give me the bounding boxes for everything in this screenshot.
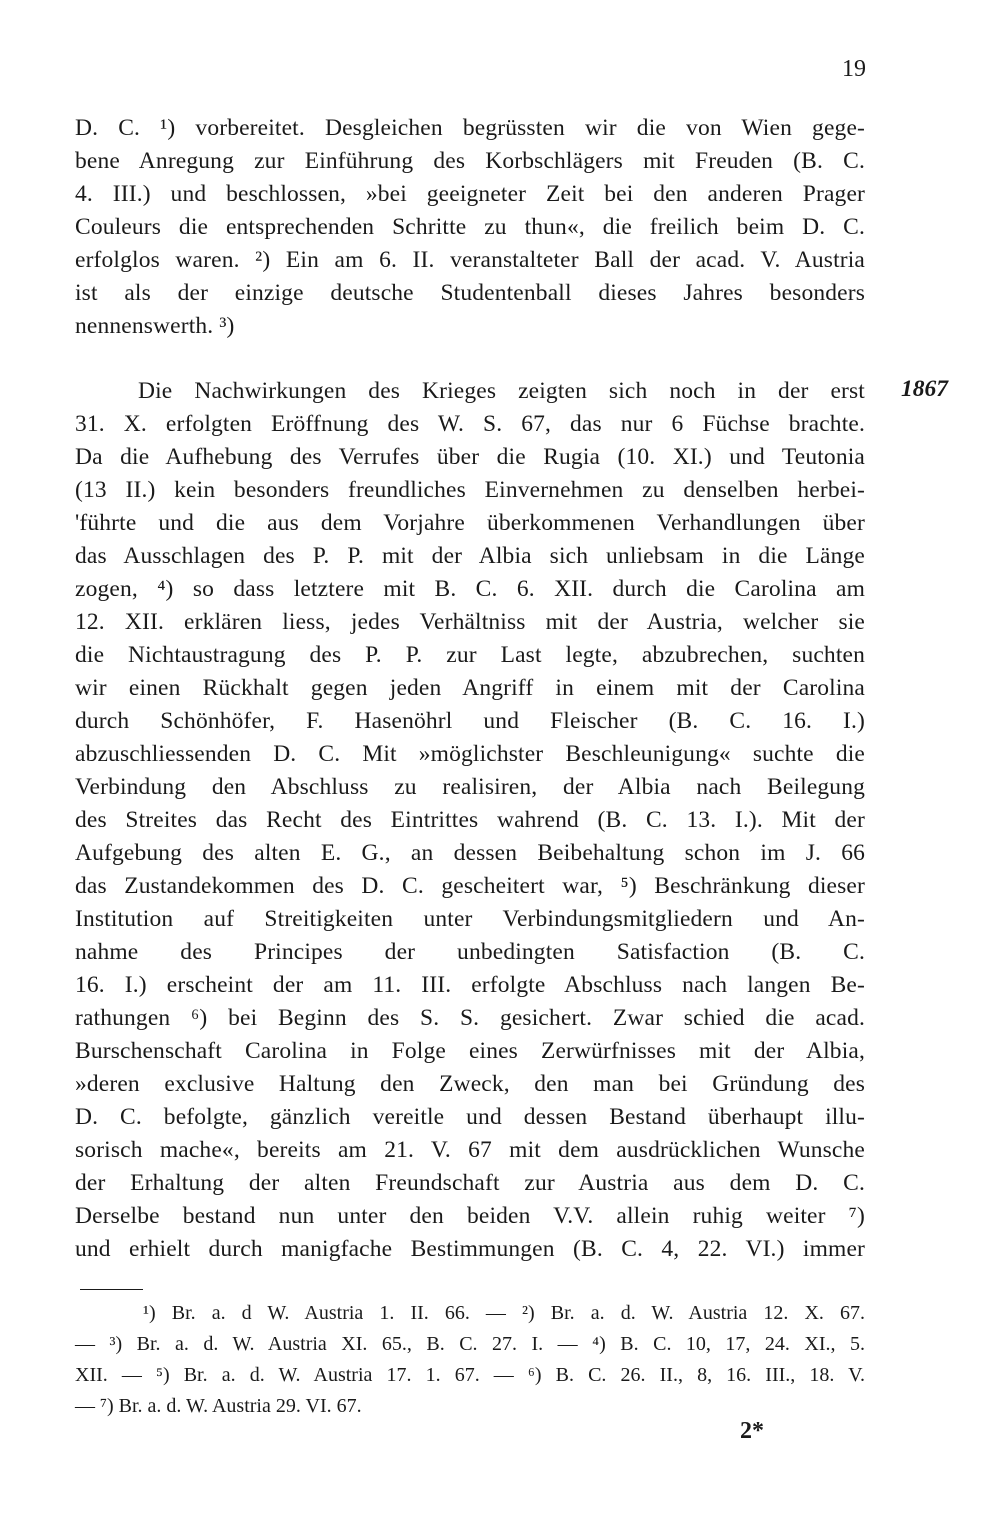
body-paragraph-2: [75, 375, 865, 1266]
body-paragraph-1: [75, 112, 865, 343]
text-line: zogen, ⁴) so dass letztere mit B. C. 6. XII. durch die Carolina am: [75, 576, 865, 602]
text-line: sorisch mache«, bereits am 21. V. 67 mit dem ausdrücklichen Wunsche: [75, 1137, 865, 1163]
text-line: Couleurs die entsprechenden Schritte zu thun«, die freilich beim D. C.: [75, 214, 865, 240]
text-line: nahme des Principes der unbedingten Satisfaction (B. C.: [75, 939, 865, 965]
text-line: erfolglos waren. ²) Ein am 6. II. veranstalteter Ball der acad. V. Austria: [75, 247, 865, 273]
text-line: Verbindung den Abschluss zu realisiren, der Albia nach Beilegung: [75, 774, 865, 800]
text-line: abzuschliessenden D. C. Mit »möglichster Beschleunigung« suchte die: [75, 741, 865, 767]
text-line: der Erhaltung der alten Freundschaft zur Austria aus dem D. C.: [75, 1170, 865, 1196]
text-line: durch Schönhöfer, F. Hasenöhrl und Fleischer (B. C. 16. I.): [75, 708, 865, 734]
page-number: 19: [842, 56, 866, 82]
text-line: Aufgebung des alten E. G., an dessen Beibehaltung schon im J. 66: [75, 840, 865, 866]
text-line: 4. III.) und beschlossen, »bei geeigneter Zeit bei den anderen Prager: [75, 181, 865, 207]
text-line: ist als der einzige deutsche Studentenball dieses Jahres besonders: [75, 280, 865, 306]
text-line: das Ausschlagen des P. P. mit der Albia sich unliebsam in die Länge: [75, 543, 865, 569]
text-line: die Nichtaustragung des P. P. zur Last legte, abzubrechen, suchten: [75, 642, 865, 668]
text-line: 16. I.) erscheint der am 11. III. erfolgte Abschluss nach langen Be-: [75, 972, 865, 998]
text-line: Derselbe bestand nun unter den beiden V.V. allein ruhig weiter ⁷): [75, 1203, 865, 1229]
footnote-line: — ³) Br. a. d. W. Austria XI. 65., B. C. 27. I. — ⁴) B. C. 10, 17, 24. XI., 5.: [75, 1333, 865, 1355]
footnote-line: — ⁷) Br. a. d. W. Austria 29. VI. 67.: [75, 1395, 362, 1417]
text-line: bene Anregung zur Einführung des Korbschlägers mit Freuden (B. C.: [75, 148, 865, 174]
text-line: rathungen ⁶) bei Beginn des S. S. gesichert. Zwar schied die acad.: [75, 1005, 865, 1031]
footnote-line: ¹) Br. a. d W. Austria 1. II. 66. — ²) Br. a. d. W. Austria 12. X. 67.: [143, 1302, 865, 1324]
text-line: Die Nachwirkungen des Krieges zeigten sich noch in der erst: [138, 378, 865, 404]
margin-year-note: 1867: [901, 376, 948, 402]
text-line: Institution auf Streitigkeiten unter Verbindungsmitgliedern und An-: [75, 906, 865, 932]
text-line: des Streites das Recht des Eintrittes wahrend (B. C. 13. I.). Mit der: [75, 807, 865, 833]
signature-mark: 2*: [740, 1418, 764, 1444]
text-line: Burschenschaft Carolina in Folge eines Zerwürfnisses mit der Albia,: [75, 1038, 865, 1064]
text-line: (13 II.) kein besonders freundliches Einvernehmen zu denselben herbei-: [75, 477, 865, 503]
text-line: 12. XII. erklären liess, jedes Verhältniss mit der Austria, welcher sie: [75, 609, 865, 635]
footnote-divider: [80, 1289, 143, 1290]
text-line: D. C. ¹) vorbereitet. Desgleichen begrüssten wir die von Wien gege-: [75, 115, 865, 141]
text-line: 'führte und die aus dem Vorjahre überkommenen Verhandlungen über: [75, 510, 865, 536]
text-line: und erhielt durch manigfache Bestimmungen (B. C. 4, 22. VI.) immer: [75, 1236, 865, 1262]
text-line: D. C. befolgte, gänzlich vereitle und dessen Bestand überhaupt illu-: [75, 1104, 865, 1130]
text-line: 31. X. erfolgten Eröffnung des W. S. 67, das nur 6 Füchse brachte.: [75, 411, 865, 437]
footnotes: [75, 1298, 865, 1422]
text-line: »deren exclusive Haltung den Zweck, den man bei Gründung des: [75, 1071, 865, 1097]
text-line: Da die Aufhebung des Verrufes über die Rugia (10. XI.) und Teutonia: [75, 444, 865, 470]
text-line: nennenswerth. ³): [75, 313, 235, 339]
footnote-line: XII. — ⁵) Br. a. d. W. Austria 17. 1. 67. — ⁶) B. C. 26. II., 8, 16. III., 18. V.: [75, 1364, 865, 1386]
text-line: wir einen Rückhalt gegen jeden Angriff in einem mit der Carolina: [75, 675, 865, 701]
text-line: das Zustandekommen des D. C. gescheitert war, ⁵) Beschränkung dieser: [75, 873, 865, 899]
